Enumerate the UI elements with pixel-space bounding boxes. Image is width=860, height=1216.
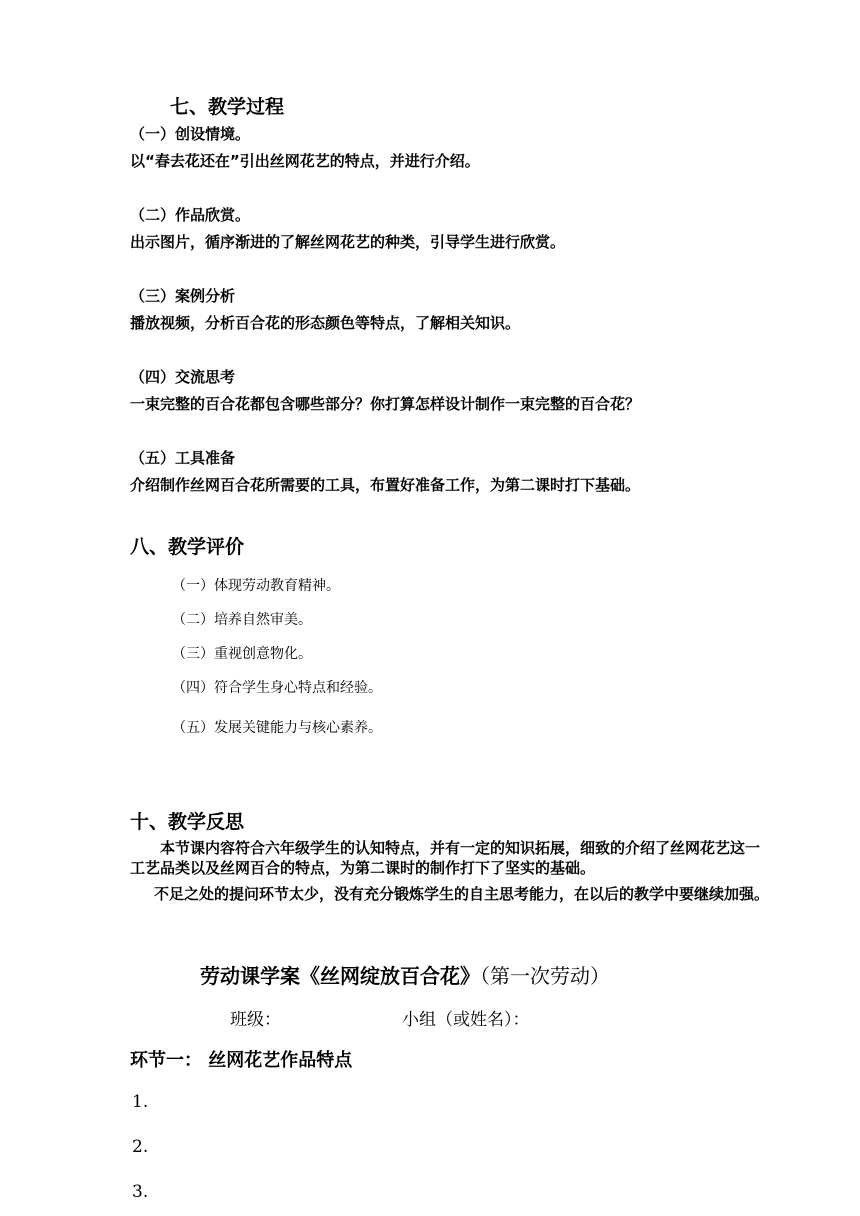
step-heading: 环节一： 丝网花艺作品特点 <box>130 1050 353 1071</box>
answer-number-3: 3. <box>132 1182 149 1202</box>
answer-number-1: 1. <box>132 1092 149 1112</box>
evaluation-item: （二）培养自然审美。 <box>172 612 312 628</box>
section7-heading: 七、教学过程 <box>170 96 285 118</box>
answer-number-2: 2. <box>132 1137 149 1157</box>
section7-item3-text: 播放视频，分析百合花的形态颜色等特点，了解相关知识。 <box>130 314 521 332</box>
section7-item5-title: （五）工具准备 <box>130 449 236 467</box>
section7-item4-title: （四）交流思考 <box>130 368 236 386</box>
section7-item2-text: 出示图片，循序渐进的了解丝网花艺的种类，引导学生进行欣赏。 <box>130 233 566 251</box>
evaluation-item: （五）发展关键能力与核心素养。 <box>172 720 382 736</box>
worksheet-title-main: 劳动课学案《丝网绽放百合花》 <box>200 964 480 988</box>
worksheet-title <box>200 960 610 989</box>
section7-item4-text: 一束完整的百合花都包含哪些部分？你打算怎样设计制作一束完整的百合花？ <box>130 395 641 413</box>
section7-item5-text: 介绍制作丝网百合花所需要的工具，布置好准备工作，为第二课时打下基础。 <box>130 476 641 494</box>
group-label: 小组（或姓名）： <box>402 1010 530 1030</box>
class-label: 班级： <box>230 1010 281 1030</box>
section7-item3-title: （三）案例分析 <box>130 287 236 305</box>
section10-heading: 十、教学反思 <box>130 811 245 833</box>
section7-item1-title: （一）创设情境。 <box>130 125 251 143</box>
reflection-paragraph-1: 本节课内容符合六年级学生的认知特点，并有一定的知识拓展，细致的介绍了丝网花艺这一工艺品类以及丝网百合的特点，为第二课时的制作打下了坚实的基础。 <box>130 839 761 877</box>
worksheet-title-suffix: （第一次劳动） <box>480 964 610 988</box>
section8-heading: 八、教学评价 <box>130 536 245 558</box>
reflection-paragraph-2: 不足之处的提问环节太少，没有充分锻炼学生的自主思考能力，在以后的教学中要继续加强。 <box>154 885 770 903</box>
section7-item2-title: （二）作品欣赏。 <box>130 206 251 224</box>
section7-item1-text: 以“春去花还在”引出丝网花艺的特点，并进行介绍。 <box>130 152 480 170</box>
evaluation-item: （三）重视创意物化。 <box>172 646 312 662</box>
evaluation-item: （四）符合学生身心特点和经验。 <box>172 680 382 696</box>
evaluation-item: （一）体现劳动教育精神。 <box>172 578 340 594</box>
